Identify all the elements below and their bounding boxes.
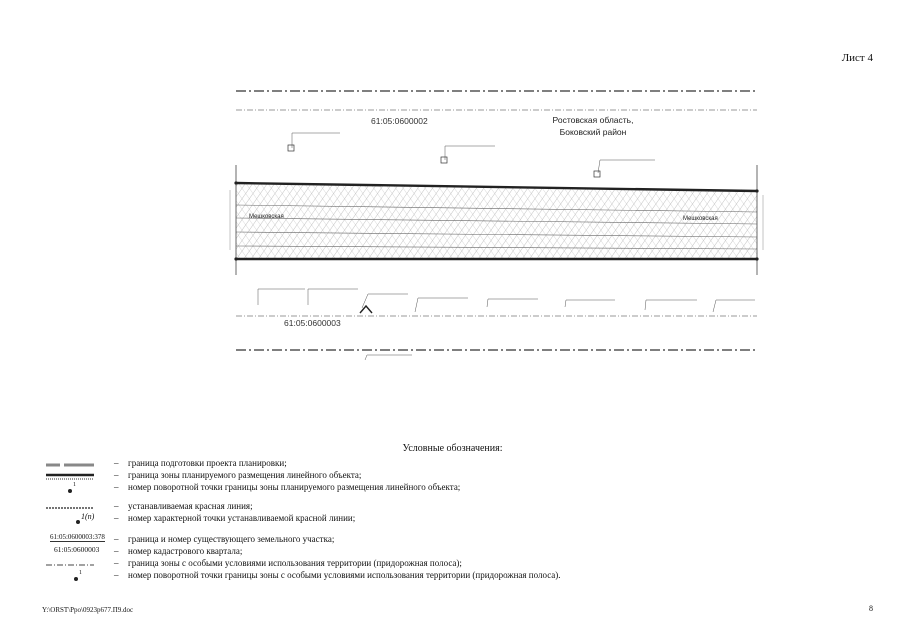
side-right-label: Мешковская [683, 216, 718, 222]
legend-symbol-label: 1 [73, 482, 76, 488]
legend-symbol-zone-boundary [46, 471, 116, 483]
legend-symbol-project-boundary [46, 459, 116, 471]
legend-title: Условные обозначения: [402, 443, 503, 454]
quarter-top-label: 61:05:0600002 [371, 116, 428, 126]
sheet-label: Лист 4 [841, 52, 873, 64]
parcel-marker [441, 146, 495, 163]
side-left-label: Мешковская [249, 214, 284, 220]
legend-dash: – [114, 470, 119, 480]
quarter-bottom-label: 61:05:0600003 [284, 318, 341, 328]
legend-text: номер характерной точки устанавливаемой красной линии; [128, 513, 356, 523]
legend-text: граница подготовки проекта планировки; [128, 458, 287, 468]
legend-text: граница зоны с особыми условиями использования территории (придорожная полоса); [128, 558, 462, 568]
legend-text: граница зоны планируемого размещения линейного объекта; [128, 470, 362, 480]
legend-item [46, 571, 866, 583]
legend-dash: – [114, 501, 119, 511]
legend-dash: – [114, 513, 119, 523]
legend-text: номер поворотной точки границы зоны с особыми условиями использования территории (придорожная полоса). [128, 570, 561, 580]
legend-dash: – [114, 482, 119, 492]
legend-item [46, 483, 866, 495]
legend-text: номер поворотной точки границы зоны планируемого размещения линейного объекта; [128, 482, 461, 492]
legend-dash: – [114, 458, 119, 468]
legend-symbol-label: 1(n) [81, 512, 95, 521]
legend-text: устанавливаемая красная линия; [128, 501, 253, 511]
legend-dash: – [114, 534, 119, 544]
footer-file-path: Y:\ORST\Ppo\0923p677.П9.doc [42, 606, 134, 614]
legend-text: граница и номер существующего земельного участка; [128, 534, 335, 544]
legend-symbol-zone-point [46, 483, 116, 495]
legend-text: номер кадастрового квартала; [128, 546, 243, 556]
legend-dash: – [114, 570, 119, 580]
page-number: 8 [869, 604, 873, 613]
legend-symbol-quarter: 61:05:0600003 [54, 545, 100, 554]
chevron-marker [360, 306, 372, 313]
legend-item [46, 514, 866, 526]
legend-symbol-label: 1 [79, 570, 82, 576]
region-line2: Боковский район [559, 127, 627, 137]
legend-dash: – [114, 558, 119, 568]
parcel-marker [594, 160, 655, 177]
legend-symbol-parcel: 61:05:0600003:378 [50, 533, 105, 541]
region-line1: Ростовская область, [552, 115, 634, 125]
parcel-marker [288, 133, 340, 151]
legend-dash: – [114, 546, 119, 556]
